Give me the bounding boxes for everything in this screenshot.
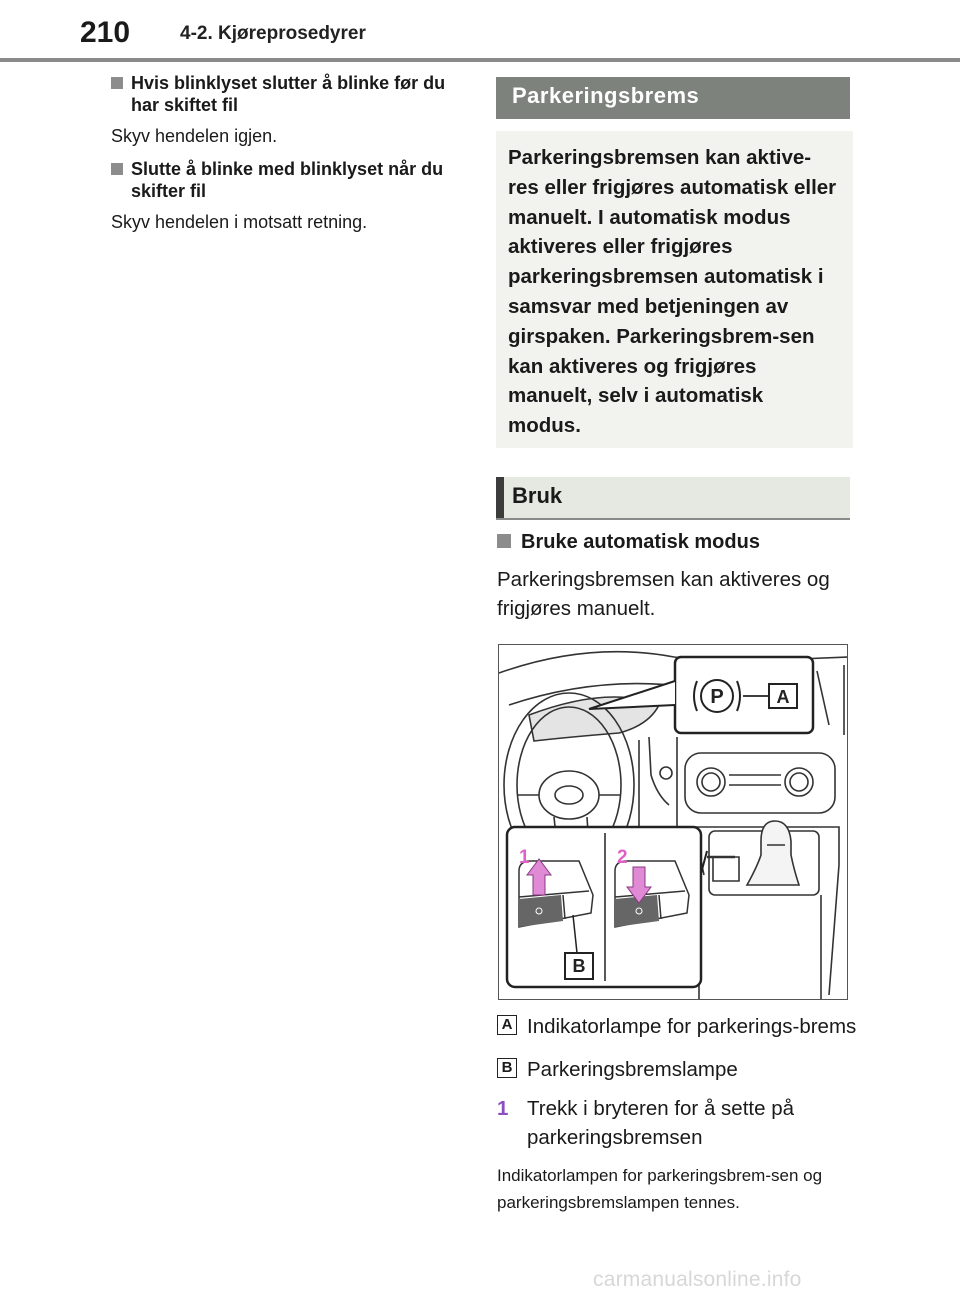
subsection-body: Skyv hendelen igjen. xyxy=(111,126,278,146)
intro-box xyxy=(496,131,853,448)
square-bullet-icon xyxy=(497,534,511,548)
step-2-label: 2 xyxy=(617,847,628,868)
list-item: B Parkeringsbremslampe xyxy=(497,1055,857,1084)
watermark: carmanualsonline.info xyxy=(593,1268,802,1291)
page-header xyxy=(0,0,960,58)
note-text: Indikatorlampen for parkeringsbrem-sen og parkeringsbremslampen tennes. xyxy=(497,1166,823,1212)
step-1-label: 1 xyxy=(519,847,530,868)
chapter-title: 4-2. Kjøreprosedyrer xyxy=(180,23,366,44)
page-number: 210 xyxy=(80,16,131,49)
intro-text: Parkeringsbremsen kan aktive-res eller frigjøres automatisk eller manuelt. I automatisk modus aktiveres eller frigjøres parkeringsbremsen automatisk i samsvar med betjeningen av girspaken. Parkeringsbrem-sen kan aktiveres og frigjøres manuelt, selv i automatisk modus. xyxy=(508,146,837,438)
subsection-heading: Hvis blinklyset slutter å blinke før du har skiftet fil xyxy=(111,72,461,116)
parking-brake-illustration xyxy=(498,644,848,1000)
callout-a-label: A xyxy=(776,687,790,707)
list-item: A Indikatorlampe for parkerings-brems xyxy=(497,1012,857,1041)
section-heading: Bruke automatisk modus xyxy=(497,531,760,554)
legend-list xyxy=(497,1012,857,1216)
callout-b-label: B xyxy=(572,956,586,976)
header-divider xyxy=(0,58,960,62)
legend-key-b: B xyxy=(497,1058,517,1078)
banner-accent-bar xyxy=(496,477,504,518)
left-column xyxy=(111,72,461,244)
dashboard-drawing xyxy=(499,645,848,1000)
subsection-body: Skyv hendelen i motsatt retning. xyxy=(111,212,368,232)
list-item: 1 Trekk i bryteren for å sette på parkeringsbremsen xyxy=(497,1094,857,1152)
parking-symbol-letter: P xyxy=(710,686,724,708)
step-number: 1 xyxy=(497,1097,509,1120)
legend-key-a: A xyxy=(497,1015,517,1035)
main-section-banner: Parkeringsbrems xyxy=(496,77,850,119)
section-body: Parkeringsbremsen kan aktiveres og frigjøres manuelt. xyxy=(497,568,830,620)
square-bullet-icon xyxy=(111,77,123,89)
sub-section-banner: Bruk xyxy=(496,477,850,520)
square-bullet-icon xyxy=(111,163,123,175)
subsection-heading: Slutte å blinke med blinklyset når du skifter fil xyxy=(111,158,461,202)
